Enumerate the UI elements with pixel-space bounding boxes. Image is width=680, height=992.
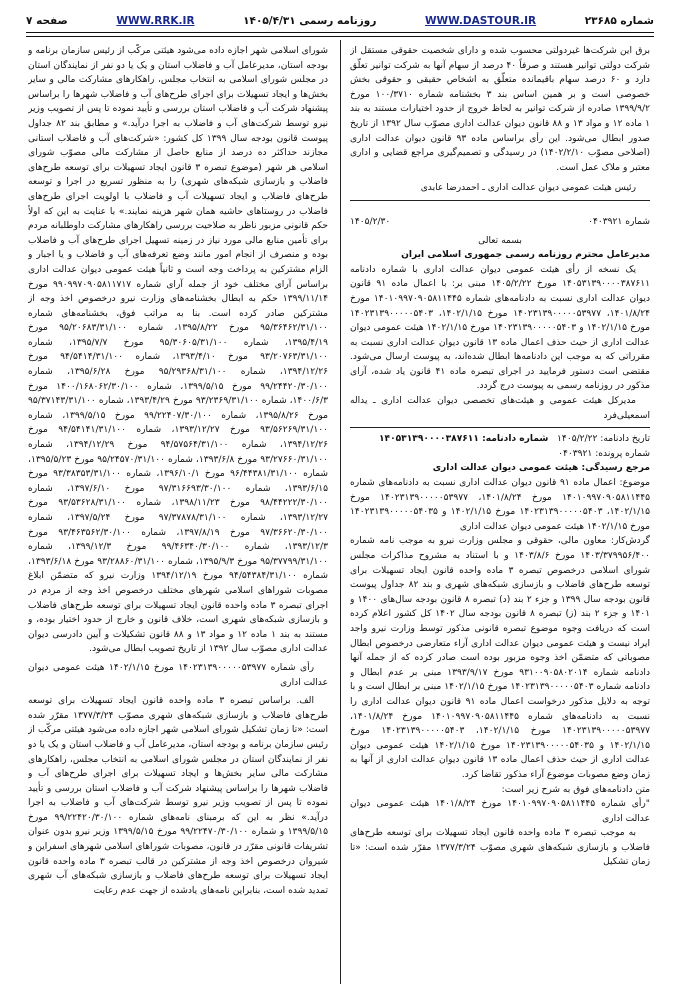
addressee: مدیرعامل محترم روزنامه رسمی جمهوری اسلامی ایران xyxy=(401,250,650,261)
letter-number: شماره ۰۴۰۳۹۲۱ xyxy=(588,216,650,227)
gazette-date: روزنامه رسمی ۱۴۰۵/۴/۳۱ xyxy=(243,15,377,27)
verdict-heading-2: رأی شماره ۱۴۰۲۳۱۳۹۰۰۰۰۰۵۳۹۷۷ مورخ ۱۴۰۲/۱/۱۵ هیئت عمومی دیوان عدالت اداری xyxy=(28,662,328,688)
letter-body: یک نسخه از رأی هیئت عمومی دیوان عدالت اداری با شماره دادنامه ۱۴۰۵۳۱۳۹۰۰۰۰۳۸۷۶۱۱ مورخ ۱۴۰۵/۲/۲۲ مبنی بر: با اعمال ماده ۹۱ قانون دیوان عدالت اداری نسبت به دادنامه‌های شماره ۱۴۰۱۰۹۹۷۰۹۰۵۸۱۱۴۴۵ مورخ ۱۴۰۱/۸/۲۴، ۱۴۰۲۳۱۳۹۰۰۰۰۰۵۳۹۷۷ مورخ ۱۴۰۲/۱/۱۵، ۱۴۰۲۳۱۳۹۰۰۰۰۰۵۴۰۳ مورخ ۱۴۰۲/۱/۱۵ و ۱۴۰۲۳۱۳۹۰۰۰۰۰۵۴۰۳ مورخ ۱۴۰۲/۱/۱۵ هیئت عمومی دیوان عدالت اداری از حیث حذف اعمال ماده ۱۳ قانون دیوان عدالت اداری نسبت به مقرراتی که به موجب این دادنامه‌ها ابطال شده‌اند، به پیوست ارسال می‌شود. مقتضی است دستور فرمایید در اجرای تبصره ماده ۴۱ قانون یاد شده، آرای مذکور در روزنامه رسمی به پیوست درج گردد. xyxy=(350,264,650,392)
rrk-link[interactable]: WWW.RRK.IR xyxy=(116,15,195,27)
intro-paragraph: برق این شرکت‌ها غیردولتی محسوب شده و دارای شخصیت حقوقی مستقل از شرکت دولتی توانیر هستند و صرفاً ۴۰ درصد از سهام آنها به شرکت توانیر تعلّق دارد و ۶۰ درصد سهام باقیمانده متعلّق به اشخاص حقیقی و حقوقی بخش خصوصی است و بر همین اساس بند ۳ بخشنامه شماره ۱۰۰/۳۷۱۰ مورخ ۱۳۹۹/۹/۲ صادره از شرکت توانیر به لحاظ خروج از حدود اختیارات مستند به بند ۱ ماده ۱۲ و مواد ۱۳ و ۸۸ قانون دیوان عدالت اداری مصوّب سال ۱۳۹۲ از تاریخ صدور ابطال می‌شود. این رأی براساس ماده ۹۳ قانون دیوان عدالت اداری (اصلاحی مصوّب ۱۴۰۲/۲/۱۰) در رسیدگی و تصمیم‌گیری مراجع قضایی و اداری معتبر و ملاک عمل است. xyxy=(350,46,650,173)
issue-number: شماره ۲۳۶۸۵ xyxy=(584,15,654,27)
quote-title: "رأی شماره ۱۴۰۱۰۹۹۷۰۹۰۵۸۱۱۴۴۵ مورخ ۱۴۰۱/۸/۲۴ هیئت عمومی دیوان عدالت اداری xyxy=(350,799,650,824)
header-rule xyxy=(26,32,654,33)
section-separator xyxy=(350,200,650,201)
signature-head: رئیس هیئت عمومی دیوان عدالت اداری ـ احمدرضا عابدی xyxy=(420,183,636,194)
report: گردش‌کار: معاون مالی، حقوقی و مجلس وزارت نیرو به موجب نامه شماره ۱۴۰۳/۳۷۹۹۵۶/۴۰۰ مورخ ۱۴۰۳/۸/۶ و با استناد به مشروح مذاکرات مجلس شورای اسلامی درخصوص تبصره ۳ ماده واحده قانون ایجاد تسهیلات برای توسعه طرح‌های فاضلاب و بازسازی شبکه‌های شهری و بند ۸۲ جداول پیوست قانون بودجه سال ۱۳۹۹ و جزء ۲ بند (د) تبصره ۸ قانون بودجه سال‌های ۱۴۰۰ و ۱۴۰۱ و جزء ۲ بند (ز) تبصره ۸ قانون بودجه سال ۱۴۰۲ کل کشور اعلام کرده است که دریافت وجوه موضوع تبصره قانونی مذکور توسط وزارت نیرو واجد ایراد نیست و هیئت عمومی دیوان عدالت اداری آراء متعارضی درخصوص ابطال مصوباتی که متضمّن اخذ وجوه مزبور بوده است صادر کرده که از جمله آنها دادنامه شماره ۹۳۱۰۰۹۰۵۸۰۲۰۱۴ مورخ ۱۳۹۳/۹/۱۷ مبنی بر عدم ابطال و دادنامه شماره ۱۴۰۲۳۱۳۹۰۰۰۰۰۵۴۰۳ مورخ ۱۴۰۲/۱/۱۵ مبنی بر ابطال است و با توجه به دلایل مذکور درخواست اعمال ماده ۹۱ قانون دیوان عدالت اداری را نسبت به دادنامه‌های شماره ۱۴۰۱۰۹۹۷۰۹۰۵۸۱۱۴۴۵ مورخ ۱۴۰۱/۸/۲۴، ۱۴۰۲۳۱۳۹۰۰۰۰۰۵۳۹۷۷ مورخ ۱۴۰۲/۱/۱۵، ۱۴۰۲۳۱۳۹۰۰۰۰۰۵۴۰۳ مورخ ۱۴۰۲/۱/۱۵ و ۱۴۰۲۳۱۳۹۰۰۰۰۰۵۴۰۳۵ مورخ ۱۴۰۲/۱/۱۵ هیئت عمومی دیوان عدالت اداری از حیث حذف اعمال ماده ۱۳ قانون دیوان عدالت اداری از آنها به زمان وضع مصوبات موضوع آراء مذکور تقاضا کرد. xyxy=(350,536,650,780)
authority: مرجع رسیدگی: هیئت عمومی دیوان عدالت اداری xyxy=(432,463,650,474)
page-header xyxy=(26,8,654,34)
section-separator-2 xyxy=(350,427,650,428)
left-column xyxy=(28,44,328,984)
verdict-text-2: الف. براساس تبصره ۳ ماده واحده قانون ایجاد تسهیلات برای توسعه طرح‌های فاضلاب و بازسازی شبکه‌های شهری مصوّب ۱۳۷۷/۳/۲۴ مقرّر شده است: «تا زمان تشکیل شورای اسلامی شهر اجازه داده می‌شود هیئتی مرکّب از رئیس سازمان برنامه و بودجه استان، مدیرعامل آب و فاضلاب استان و یک یا دو نفر از نمایندگان استان در مجلس شورای اسلامی به انتخاب مجلس، راهکارهای مشارکت مالی سایر بخش‌ها و ایجاد تسهیلات برای اجرای طرح‌های آب و فاضلاب شهرها را براساس پیشنهاد شرکت آب و فاضلاب استان بررسی و تأیید نموده تا پس از تصویب وزیر نیرو توسط شرکت‌های آب و فاضلاب به اجرا درآید.» نظر به این که برمبنای نامه‌های شماره ۹۹/۲۲۴۲۰/۳۰/۱۰۰ مورخ ۱۳۹۹/۵/۱۵ و شماره ۹۹/۲۲۴۷۰/۳۰/۱۰۰ مورخ ۱۳۹۹/۵/۱۵ وزیر نیرو بدون عنوان تشریفات قانونی مقرّر در قانون، مصوبات شوراهای اسلامی شهرهای اسفراین و شیروان درخصوص اخذ وجه از مشترکین در قالب تبصره ۳ ماده واحده قانون ایجاد تسهیلات برای توسعه طرح‌های فاضلاب و بازسازی شبکه‌های آب شهری تمدید شده است، بنابراین نامه‌های یادشده از جهت عدم رعایت xyxy=(28,696,328,896)
right-column xyxy=(350,44,650,984)
letter-date: ۱۴۰۵/۲/۳۰ xyxy=(350,216,391,227)
case-number: شماره پرونده: ۰۴۰۳۹۲۱ xyxy=(558,448,650,459)
page-number: صفحه ۷ xyxy=(26,15,68,27)
closing-paragraph: به موجب تبصره ۳ ماده واحده قانون ایجاد تسهیلات برای توسعه طرح‌های فاضلاب و بازسازی شبکه‌های شهری مصوّب ۱۳۷۷/۳/۲۴ مقرّر شده است: «تا زمان تشکیل xyxy=(350,828,650,868)
verdict-date: تاریخ دادنامه: ۱۴۰۵/۲/۲۲ xyxy=(557,434,650,445)
verdict-text-1: شورای اسلامی شهر اجازه داده می‌شود هیئتی مرکّب از رئیس سازمان برنامه و بودجه استان، مدیرعامل آب و فاضلاب استان و یک یا دو نفر از نمایندگان استان در مجلس شورای اسلامی به انتخاب مجلس، راهکارهای مشارکت مالی و سایر بخش‌ها و ایجاد تسهیلات برای اجرای طرح‌های آب و فاضلاب شهرها را براساس پیشنهاد شرکت آب و فاضلاب استان بررسی و تأیید نموده تا پس از تصویب وزیر نیرو توسط شرکت‌های آب و فاضلاب به اجرا درآید.» و مطابق بند ۸۲ جداول پیوست قانون بودجه سال ۱۳۹۹ کل کشور: «شرکت‌های آب و فاضلاب استانی مجازند حداکثر ده درصد از منابع حاصل از مشارکت مالی مصوّب شورای اسلامی هر شهر (موضوع تبصره ۳ قانون ایجاد تسهیلات برای توسعه طرح‌های فاضلاب و بازسازی شبکه‌های شهری) را به منظور تسریع در اجرا و توسعه طرح‌های فاضلاب و ایجاد تسهیلات آب و فاضلاب با اولویت اجرای طرح‌های فاضلاب در روستاهای حاشیه همان شهر هزینه نمایند.» با عنایت به این که اولاً حکم قانونی مزبور ناظر به صلاحیت بررسی راهکارهای مشارکت داوطلبانه مردم برای تأمین منابع مالی مورد نیاز در زمینه تسهیل اجرای طرح‌های آب و فاضلاب بوده و منصرف از انجام امور مانند وضع تعرفه‌های آب و فاضلاب و یا اجبار و الزام مشترکین به پرداخت وجه است و ثانیاً هیئت عمومی دیوان عدالت اداری براساس آرای مختلف خود از جمله آرای شماره ۹۹۰۹۹۷۰۹۰۵۸۱۱۷۱۷ مورخ ۱۳۹۹/۱۱/۱۴ حکم به ابطال بخشنامه‌های وزارت نیرو درخصوص اخذ وجه از مشترکین صادر کرده است. بنا به مراتب فوق، بخشنامه‌های شماره ۹۵/۳۶۴۶۲/۳۱/۱۰۰ مورخ ۱۳۹۵/۸/۲۲، شماره ۹۵/۲۰۶۸۳/۳۱/۱۰۰ مورخ ۱۳۹۵/۴/۱۹، شماره ۹۵/۳۰۶۰۵/۳۱/۱۰۰ مورخ ۱۳۹۵/۷/۷، شماره ۹۳/۲۰۷۶۳/۳۱/۱۰۰ مورخ ۱۳۹۳/۴/۱۰، شماره ۹۴/۵۴۱۴/۳۱/۱۰۰ مورخ ۱۳۹۴/۱۲/۲۶، شماره ۹۵/۲۹۳۶۸/۳۱/۱۰۰ مورخ ۱۳۹۵/۶/۲۸، شماره ۹۹/۲۴۴۲۰/۳۰/۱۰۰ مورخ ۱۳۹۹/۵/۱۵، شماره ۱۴۰۰/۱۶۸۰۶۲/۳۰/۱۰۰ مورخ ۱۴۰۰/۶/۳، شماره ۹۳/۲۳۶۹/۳۱/۱۰۰ مورخ ۱۳۹۳/۴/۲۹، شماره ۹۵/۳۷۱۴۳/۳۱/۱۰۰ مورخ ۱۳۹۵/۸/۲۶، شماره ۹۹/۲۲۴۰۷/۳۰/۱۰۰ مورخ ۱۳۹۹/۵/۱۵، شماره ۹۳/۵۶۲۶۹/۳۱/۱۰۰ مورخ ۱۳۹۳/۱۲/۲۷، شماره ۹۴/۵۴۱۴۱/۳۱/۱۰۰ مورخ ۱۳۹۴/۱۲/۲۶، شماره ۹۴/۵۷۵۶۴/۳۱/۱۰۰ مورخ ۱۳۹۴/۱۲/۲۹، شماره ۹۳/۲۷۶۶۰/۳۱/۱۰۰ مورخ ۱۳۹۳/۶/۸، شماره ۹۵/۲۴۵۷۰/۳۱/۱۰۰ مورخ ۱۳۹۵/۵/۲۳، شماره ۹۶/۴۴۳۸۱/۳۱/۱۰۰ مورخ ۱۳۹۶/۱۰/۱، شماره ۹۳/۳۸۳۵۳/۳۱/۱۰۰ مورخ ۱۳۹۳/۶/۱۵، شماره ۹۷/۳۱۶۶۹۳/۳۰/۱۰۰ مورخ ۱۳۹۷/۶/۱۰، شماره ۹۸/۴۴۲۲۲/۳۰/۱۰۰ مورخ ۱۳۹۸/۱۱/۲۳، شماره ۹۳/۵۳۶۲۸/۳۱/۱۰۰ مورخ ۱۳۹۳/۱۲/۲۷، شماره ۹۷/۳۷۸۷۸/۳۱/۱۰۰ مورخ ۱۳۹۷/۵/۲۴، شماره ۹۷/۳۶۶۲۰/۳۰/۱۰۰ مورخ ۱۳۹۷/۸/۱۹، شماره ۹۳/۴۶۳۵۶۲/۳۰/۱۰۰ مورخ ۱۳۹۳/۱۲/۳، شماره ۹۹/۴۶۳۴۰/۳۰/۱۰۰ مورخ ۱۳۹۹/۱۲/۳، شماره ۹۵/۳۷۷۹۹/۳۱/۱۰۰ مورخ ۱۳۹۵/۹/۳، شماره ۹۳/۲۸۸۶۰/۳۱/۱۰۰ مورخ ۱۳۹۳/۶/۱۸، شماره ۹۴/۵۴۳۸۴/۳۱/۱۰۰ مورخ ۱۳۹۴/۱۲/۱۹ وزارت نیرو که متضمّن ابلاغ مصوبات شوراهای اسلامی شهرهای مختلف درخصوص اخذ وجه از مردم در اجرای تبصره ۳ ماده واحده قانون ایجاد تسهیلات برای توسعه طرح‌های فاضلاب و بازسازی شبکه‌های شهری است، خلاف قانون و خارج از حدود اختیار بوده، و مستند به بند ۱ ماده ۱۲ و مواد ۱۳ و ۸۸ قانون تشکیلات و آیین دادرسی دیوان عدالت اداری مصوّب سال ۱۳۹۲ از تاریخ تصویب ابطال می‌شود. xyxy=(28,46,328,655)
column-divider xyxy=(340,40,341,984)
letter-ref xyxy=(350,215,650,230)
verdict-number: شماره دادنامه: ۱۴۰۵۳۱۳۹۰۰۰۰۳۸۷۶۱۱ xyxy=(378,434,549,445)
verdict-meta xyxy=(350,432,650,476)
signature-director: مدیرکل هیئت عمومی و هیئت‌های تخصصی دیوان عدالت اداری ـ یداله اسمعیلی‌فرد xyxy=(350,396,650,421)
header-rule-thin xyxy=(26,36,654,37)
subject: موضوع: اعمال ماده ۹۱ قانون دیوان عدالت اداری نسبت به دادنامه‌های شماره ۱۴۰۱۰۹۹۷۰۹۰۵۸۱۱۴۴۵ مورخ ۱۴۰۱/۸/۲۴، ۱۴۰۲۳۱۳۹۰۰۰۰۰۵۳۹۷۷ مورخ ۱۴۰۲/۱/۱۵، ۱۴۰۲۳۱۳۹۰۰۰۰۰۵۴۰۳ مورخ ۱۴۰۲/۱/۱۵ و ۱۴۰۲۳۱۳۹۰۰۰۰۰۵۴۰۳۵ مورخ ۱۴۰۲/۱/۱۵ هیئت عمومی دیوان عدالت اداری xyxy=(350,478,650,532)
dastour-link[interactable]: WWW.DASTOUR.IR xyxy=(424,15,537,27)
basmala: بسمه تعالی xyxy=(478,235,522,246)
texts-intro: متن دادنامه‌های فوق به شرح زیر است: xyxy=(501,784,650,795)
